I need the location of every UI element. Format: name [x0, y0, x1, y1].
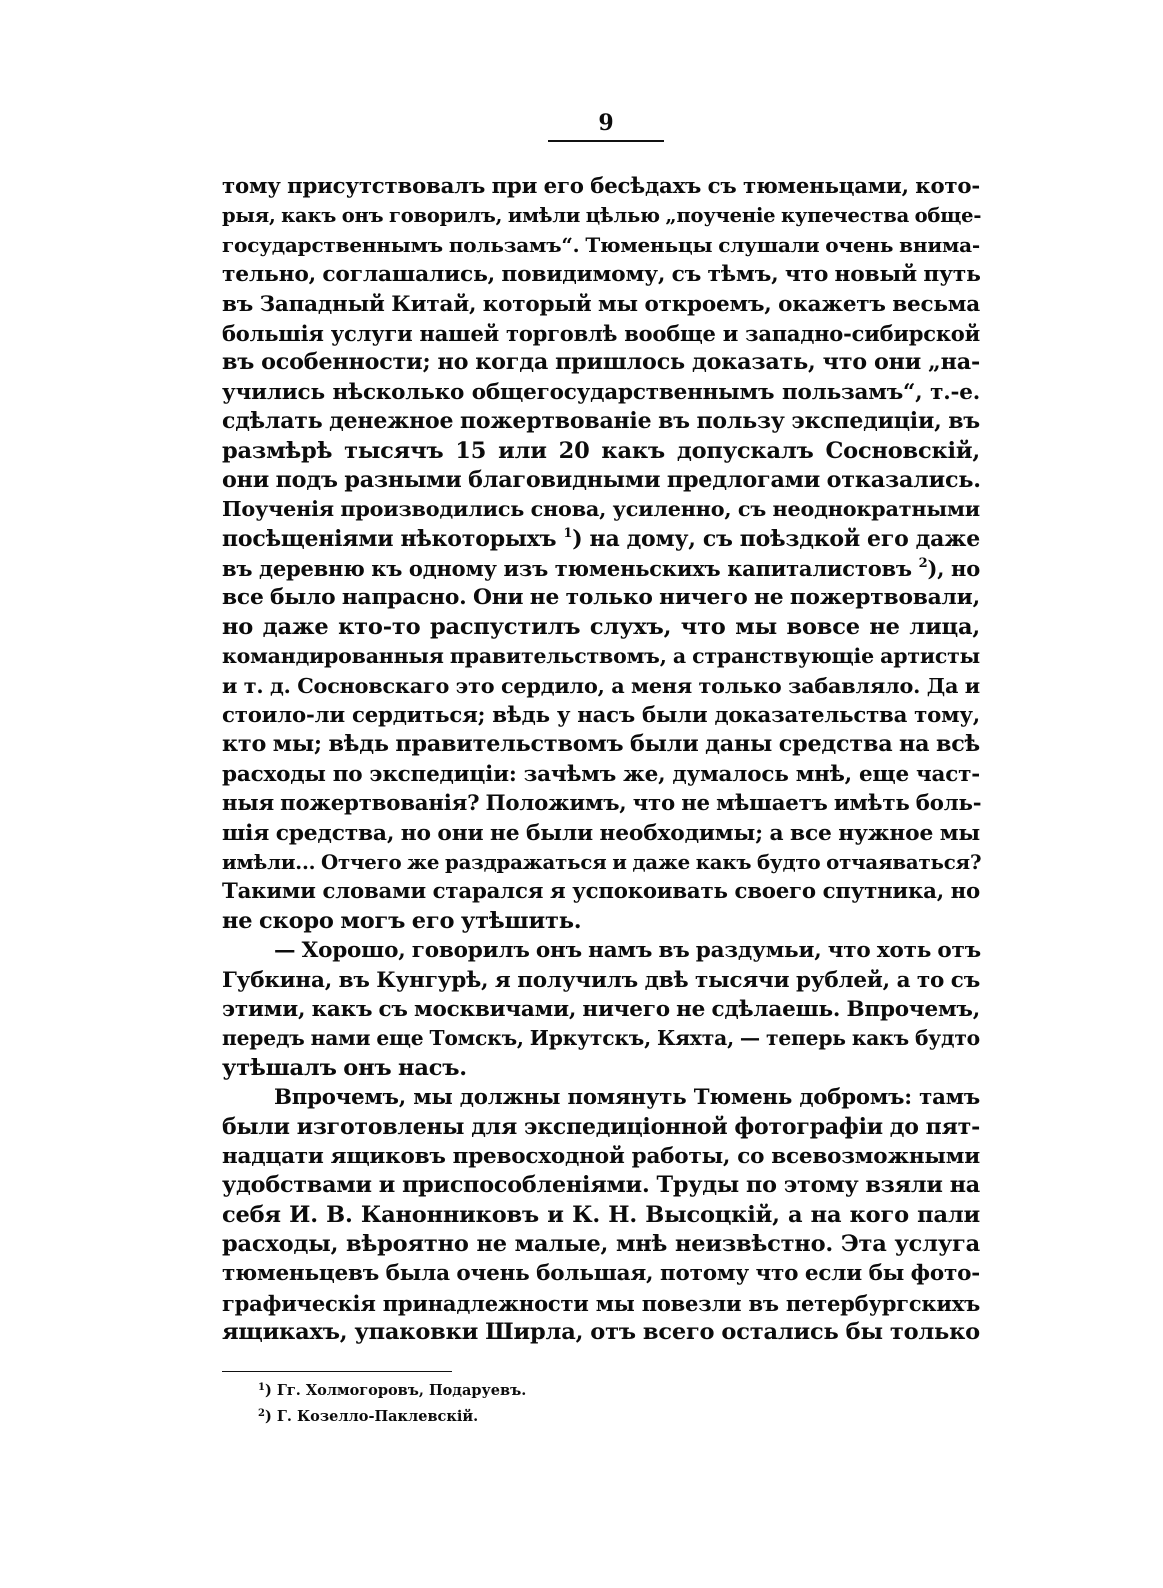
text-line: сдѣлать денежное пожертвованіе въ пользу экспедиціи, въ — [222, 408, 980, 435]
footnote — [258, 1404, 758, 1430]
text-line: тому присутствовалъ при его бесѣдахъ съ тюменьцами, кото- — [222, 174, 980, 199]
text-line-with-footnote — [222, 525, 980, 554]
text-line: этими, какъ съ москвичами, ничего не сдѣлаешь. Впрочемъ, — [222, 996, 980, 1022]
footnote-divider — [222, 1371, 452, 1372]
text-line: командированныя правительствомъ, а странствующіе артисты — [222, 644, 980, 669]
text-segment: въ деревню къ одному изъ тюменьскихъ капиталистовъ — [222, 556, 912, 582]
text-segment: ), но — [927, 556, 981, 582]
text-line: — Хорошо, говорилъ онъ намъ въ раздумьи, что хоть отъ — [274, 938, 981, 964]
text-line: они подъ разными благовидными предлогами отказались. — [222, 466, 981, 493]
body-text — [222, 172, 980, 1348]
text-line: тельно, соглашались, повидимому, съ тѣмъ, что новый путь — [222, 262, 981, 288]
text-line: тюменьцевъ была очень большая, потому что если бы фото- — [222, 1261, 980, 1287]
text-line: все было напрасно. Они не только ничего не пожертвовали, — [222, 585, 980, 611]
text-line: учились нѣсколько общегосударственнымъ пользамъ“, т.-е. — [222, 379, 980, 405]
text-line-with-footnote — [222, 554, 980, 583]
text-line: стоило-ли сердиться; вѣдь у насъ были доказательства тому, — [222, 703, 980, 729]
text-line: передъ нами еще Томскъ, Иркутскъ, Кяхта, — теперь какъ будто — [222, 1026, 980, 1051]
text-line: въ Западный Китай, который мы откроемъ, окажетъ весьма — [222, 291, 980, 317]
text-line: Такими словами старался я успокоивать своего спутника, но — [222, 879, 980, 905]
text-line: удобствами и приспособленіями. Труды по этому взяли на — [222, 1172, 980, 1199]
text-line: рыя, какъ онъ говорилъ, имѣли цѣлью „поученіе купечества обще- — [222, 204, 982, 228]
footnote-ref: 2 — [918, 556, 928, 572]
text-line: Впрочемъ, мы должны помянуть Тюмень добромъ: тамъ — [274, 1085, 980, 1111]
text-segment: ) на дому, съ поѣздкой его даже — [572, 525, 981, 552]
text-line: Губкина, въ Кунгурѣ, я получилъ двѣ тысячи рублей, а то съ — [222, 967, 980, 993]
text-line: графическія принадлежности мы повезли въ петербургскихъ — [222, 1290, 980, 1316]
text-line: Поученія производились снова, усиленно, съ неоднократными — [222, 497, 980, 522]
footnotes — [258, 1378, 758, 1430]
text-line: имѣли... Отчего же раздражаться и даже какъ будто отчаяваться? — [222, 849, 982, 874]
text-line: себя И. В. Канонниковъ и К. Н. Высоцкій, а на кого пали — [222, 1201, 980, 1228]
text-line: и т. д. Сосновскаго это сердило, а меня только забавляло. Да и — [222, 673, 980, 698]
text-line: не скоро могъ его утѣшить. — [222, 907, 582, 934]
text-segment: посѣщеніями нѣкоторыхъ — [222, 525, 557, 552]
text-line: утѣшалъ онъ насъ. — [222, 1054, 467, 1081]
footnote-mark: 1 — [258, 1382, 265, 1393]
text-line: ящикахъ, упаковки Ширла, отъ всего остались бы только — [222, 1319, 980, 1346]
footnote-text: ) Г. Козелло-Паклевскій. — [264, 1408, 479, 1425]
text-line: надцати ящиковъ превосходной работы, со всевозможными — [222, 1143, 980, 1169]
text-line: расходы, вѣроятно не малые, мнѣ неизвѣстно. Эта услуга — [222, 1231, 980, 1258]
text-line: государственнымъ пользамъ“. Тюменьцы слушали очень внима- — [222, 232, 980, 257]
text-line: шія средства, но они не были необходимы; а все нужное мы — [222, 820, 980, 846]
text-line: ныя пожертвованія? Положимъ, что не мѣшаетъ имѣть боль- — [222, 791, 982, 817]
text-line: но даже кто-то распустилъ слухъ, что мы вовсе не лица, — [222, 613, 980, 640]
text-line: кто мы; вѣдь правительствомъ были даны средства на всѣ — [222, 731, 980, 758]
footnote — [258, 1378, 758, 1404]
text-line: были изготовлены для экспедиціонной фотографіи до пят- — [222, 1113, 980, 1140]
text-line: размѣрѣ тысячъ 15 или 20 какъ допускалъ Сосновскій, — [222, 437, 980, 464]
footnote-mark: 2 — [258, 1408, 265, 1419]
text-line: расходы по экспедиціи: зачѣмъ же, думалось мнѣ, еще част- — [222, 761, 980, 787]
footnote-text: ) Гг. Холмогоровъ, Подаруевъ. — [264, 1382, 527, 1399]
footnote-ref: 1 — [563, 525, 573, 541]
text-line: большія услуги нашей торговлѣ вообще и западно-сибирской — [222, 320, 980, 346]
text-line: въ особенности; но когда пришлось доказать, что они „на- — [222, 349, 980, 376]
page-number: 9 — [548, 110, 664, 142]
